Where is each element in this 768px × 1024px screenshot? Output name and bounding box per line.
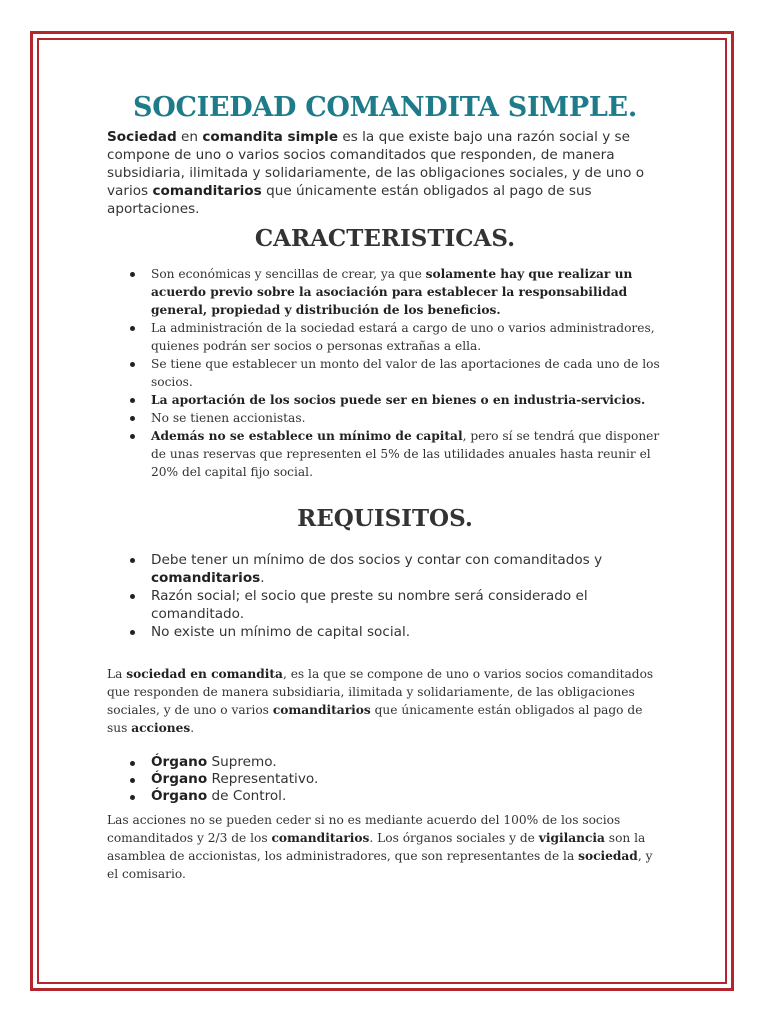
intro-paragraph	[107, 128, 663, 218]
document-body	[107, 92, 663, 883]
text-run: No existe un mínimo de capital social.	[151, 624, 411, 640]
organo-item	[151, 771, 663, 788]
text-run: , es la que se compone de uno o varios socios comanditados que responden de manera subsidiaria, ilimitada y solidariamente, de las obligaciones sociales, y de uno o varios	[107, 667, 654, 717]
acciones-paragraph	[107, 811, 663, 883]
text-run: Debe tener un mínimo de dos socios y contar con comanditados y	[151, 552, 603, 568]
organos-list	[107, 754, 663, 805]
text-run: No se tienen accionistas.	[151, 411, 306, 425]
document-title: SOCIEDAD COMANDITA SIMPLE.	[133, 92, 637, 123]
text-run: Supremo.	[207, 754, 277, 770]
text-run: Representativo.	[207, 771, 319, 787]
bold-text: Órgano	[151, 754, 208, 770]
bold-text: comanditarios	[152, 183, 262, 199]
bold-text: comandita simple	[202, 129, 339, 145]
requisito-item	[151, 623, 663, 641]
caracteristica-item	[151, 391, 663, 409]
bold-text: Sociedad	[107, 129, 177, 145]
caracteristica-item	[151, 409, 663, 427]
organo-item	[151, 788, 663, 805]
text-run: Razón social; el socio que preste su nombre será considerado el comanditado.	[151, 588, 588, 622]
caracteristica-item	[151, 355, 663, 391]
bold-text: sociedad en comandita	[126, 667, 283, 681]
text-run: , pero sí se tendrá que disponer de unas reservas que representen el 5% de las utilidades anuales hasta reunir el 20% del capital fijo social.	[151, 429, 660, 479]
caracteristica-item	[151, 265, 663, 319]
text-run: La	[107, 667, 127, 681]
requisitos-heading: REQUISITOS.	[297, 505, 473, 532]
text-run: .	[190, 721, 195, 735]
text-run: en	[176, 129, 203, 145]
text-run: Se tiene que establecer un monto del valor de las aportaciones de cada uno de los socios.	[151, 357, 660, 389]
requisito-item	[151, 587, 663, 623]
bold-text: sociedad	[578, 849, 638, 863]
text-run: de Control.	[207, 788, 287, 804]
sociedad-comandita-paragraph	[107, 665, 663, 737]
caracteristicas-heading: CARACTERISTICAS.	[254, 225, 516, 252]
caracteristica-item	[151, 427, 663, 481]
text-run: Son económicas y sencillas de crear, ya que	[151, 267, 426, 281]
text-run: .	[260, 570, 265, 586]
requisitos-list	[107, 551, 663, 641]
text-run: . Los órganos sociales y de	[369, 831, 539, 845]
text-run: La administración de la sociedad estará a cargo de uno o varios administradores, quienes podrán ser socios o personas extrañas a ella.	[151, 321, 655, 353]
caracteristica-item	[151, 319, 663, 355]
bold-text: La aportación de los socios puede ser en bienes o en industria-servicios.	[151, 393, 646, 407]
caracteristicas-list	[107, 265, 663, 481]
text-run: que únicamente están obligados al pago de sus aportaciones.	[107, 183, 592, 217]
bold-text: comanditarios	[272, 703, 371, 717]
organo-item	[151, 754, 663, 771]
text-run: son la asamblea de accionistas, los administradores, que son representantes de la	[107, 831, 646, 863]
text-run: que únicamente están obligados al pago de sus	[107, 703, 643, 735]
bold-text: vigilancia	[538, 831, 605, 845]
text-run: es la que existe bajo una razón social y se compone de uno o varios socios comanditados que responden, de manera subsidiaria, ilimitada y solidariamente, de las obligaciones sociales, y de uno o varios	[107, 129, 645, 199]
bold-text: acciones	[131, 721, 191, 735]
requisito-item	[151, 551, 663, 587]
bold-text: solamente hay que realizar un acuerdo previo sobre la asociación para establecer la responsabilidad general, propiedad y distribución de los beneficios.	[151, 267, 633, 317]
bold-text: comanditarios	[151, 570, 261, 586]
text-run: Las acciones no se pueden ceder si no es mediante acuerdo del 100% de los socios comanditados y 2/3 de los	[107, 813, 621, 845]
bold-text: Órgano	[151, 771, 208, 787]
bold-text: comanditarios	[271, 831, 370, 845]
bold-text: Además no se establece un mínimo de capital	[151, 429, 463, 443]
bold-text: Órgano	[151, 788, 208, 804]
text-run: , y el comisario.	[107, 849, 653, 881]
